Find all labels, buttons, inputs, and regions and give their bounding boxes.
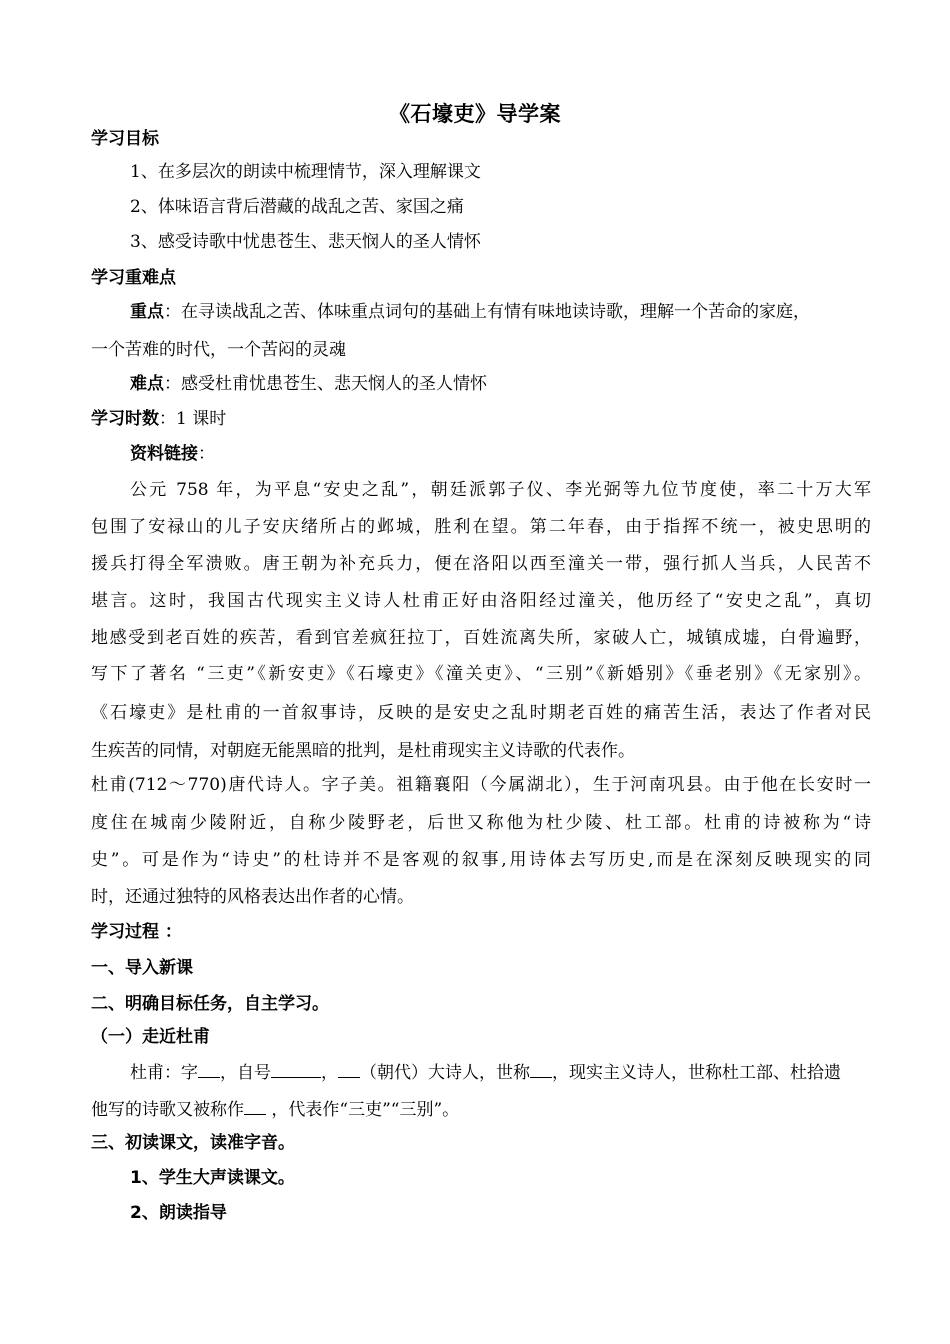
resource-line: 《石壕吏》是杜甫的一首叙事诗，反映的是安史之乱时期老百姓的痛苦生活，表达了作者对民 [91, 703, 871, 723]
fill-in-line [130, 1060, 871, 1084]
fill-text: ，现实主义诗人，世称杜工部、杜拾遗 [552, 1063, 841, 1083]
resource-line: 史”。可是作为“诗史”的杜诗并不是客观的叙事,用诗体去写历史,而是在深刻反映现实的同 [91, 850, 871, 870]
objective-item: 1、在多层次的朗读中梳理情节，深入理解课文 [130, 162, 481, 182]
process-subitem: 1、学生大声读课文。 [130, 1168, 295, 1188]
resource-line: 堪言。这时，我国古代现实主义诗人杜甫正好由洛阳经过潼关，他历经了“安史之乱”，真切 [91, 591, 871, 611]
fill-blank[interactable] [244, 1097, 266, 1115]
hours-value: ：1 课时 [159, 409, 227, 429]
fill-in-line [91, 1097, 871, 1121]
objective-item: 3、感受诗歌中忧患苍生、悲天悯人的圣人情怀 [130, 232, 481, 252]
resource-line: 包围了安禄山的儿子安庆绪所占的邺城，胜利在望。第二年春，由于指挥不统一，被史思明的 [91, 517, 871, 537]
resources-heading-line [130, 443, 871, 465]
page-title: 《石壕吏》导学案 [389, 102, 561, 126]
resource-line: 度住在城南少陵附近，自称少陵野老，后世又称他为杜少陵、杜工部。杜甫的诗被称为“诗 [91, 813, 871, 833]
process-subitem: 2、朗读指导 [130, 1203, 227, 1223]
fill-text: ， [321, 1063, 338, 1083]
fill-text: ，代表作“三吏”“三别”。 [266, 1100, 460, 1120]
difficulty-text: ：感受杜甫忧患苍生、悲天悯人的圣人情怀 [164, 374, 487, 394]
difficulty-line [130, 373, 871, 395]
objective-item: 2、体味语言背后潜藏的战乱之苦、家国之痛 [130, 197, 464, 217]
fill-blank[interactable] [198, 1060, 220, 1078]
fill-text: ，自号 [220, 1063, 271, 1083]
resource-line: 杜甫(712～770)唐代诗人。字子美。祖籍襄阳（今属湖北），生于河南巩县。由于他在长安时一 [91, 775, 871, 795]
resource-line: 写下了著名 “三吏”《新安吏》《石壕吏》《潼关吏》、“三别”《新婚别》《垂老别》《无家别》。 [91, 664, 871, 684]
resource-line: 生疾苦的同情，对朝庭无能黑暗的批判，是杜甫现实主义诗歌的代表作。 [91, 741, 635, 761]
resource-line: 时，还通过独特的风格表达出作者的心情。 [91, 887, 414, 907]
process-heading: 学习过程 ： [91, 922, 182, 942]
resources-heading: 资料链接 [130, 444, 198, 464]
fill-text: 杜甫：字 [130, 1063, 198, 1083]
difficulty-label: 难点 [130, 374, 164, 394]
process-substep: （一）走近杜甫 [91, 1027, 210, 1047]
resource-line: 地感受到老百姓的疾苦，看到官差疯狂拉丁，百姓流离失所，家破人亡，城镇成墟，白骨遍野， [91, 628, 871, 648]
process-step: 二、明确目标任务，自主学习。 [91, 994, 329, 1014]
focus-text-continued: 一个苦难的时代，一个苦闷的灵魂 [91, 340, 346, 360]
fill-text: 他写的诗歌又被称作 [91, 1100, 244, 1120]
process-step: 一、导入新课 [91, 958, 193, 978]
focus-line [130, 301, 871, 323]
objectives-heading: 学习目标 [91, 129, 159, 149]
key-points-heading: 学习重难点 [91, 268, 176, 288]
focus-label: 重点 [130, 302, 164, 322]
fill-text: （朝代）大诗人，世称 [360, 1063, 530, 1083]
resource-line: 公元 758 年，为平息“安史之乱”，朝廷派郭子仪、李光弼等九位节度使，率二十万大军 [130, 480, 871, 500]
hours-label: 学习时数 [91, 409, 159, 429]
fill-blank[interactable] [530, 1060, 552, 1078]
resources-colon: ： [198, 444, 215, 464]
focus-text: ：在寻读战乱之苦、体味重点词句的基础上有情有味地读诗歌，理解一个苦命的家庭， [164, 302, 810, 322]
fill-blank[interactable] [338, 1060, 360, 1078]
fill-blank[interactable] [271, 1060, 321, 1078]
process-step: 三、初读课文，读准字音。 [91, 1133, 295, 1153]
resource-line: 援兵打得全军溃败。唐王朝为补充兵力，便在洛阳以西至潼关一带，强行抓人当兵，人民苦不 [91, 554, 871, 574]
hours-line [91, 408, 871, 430]
